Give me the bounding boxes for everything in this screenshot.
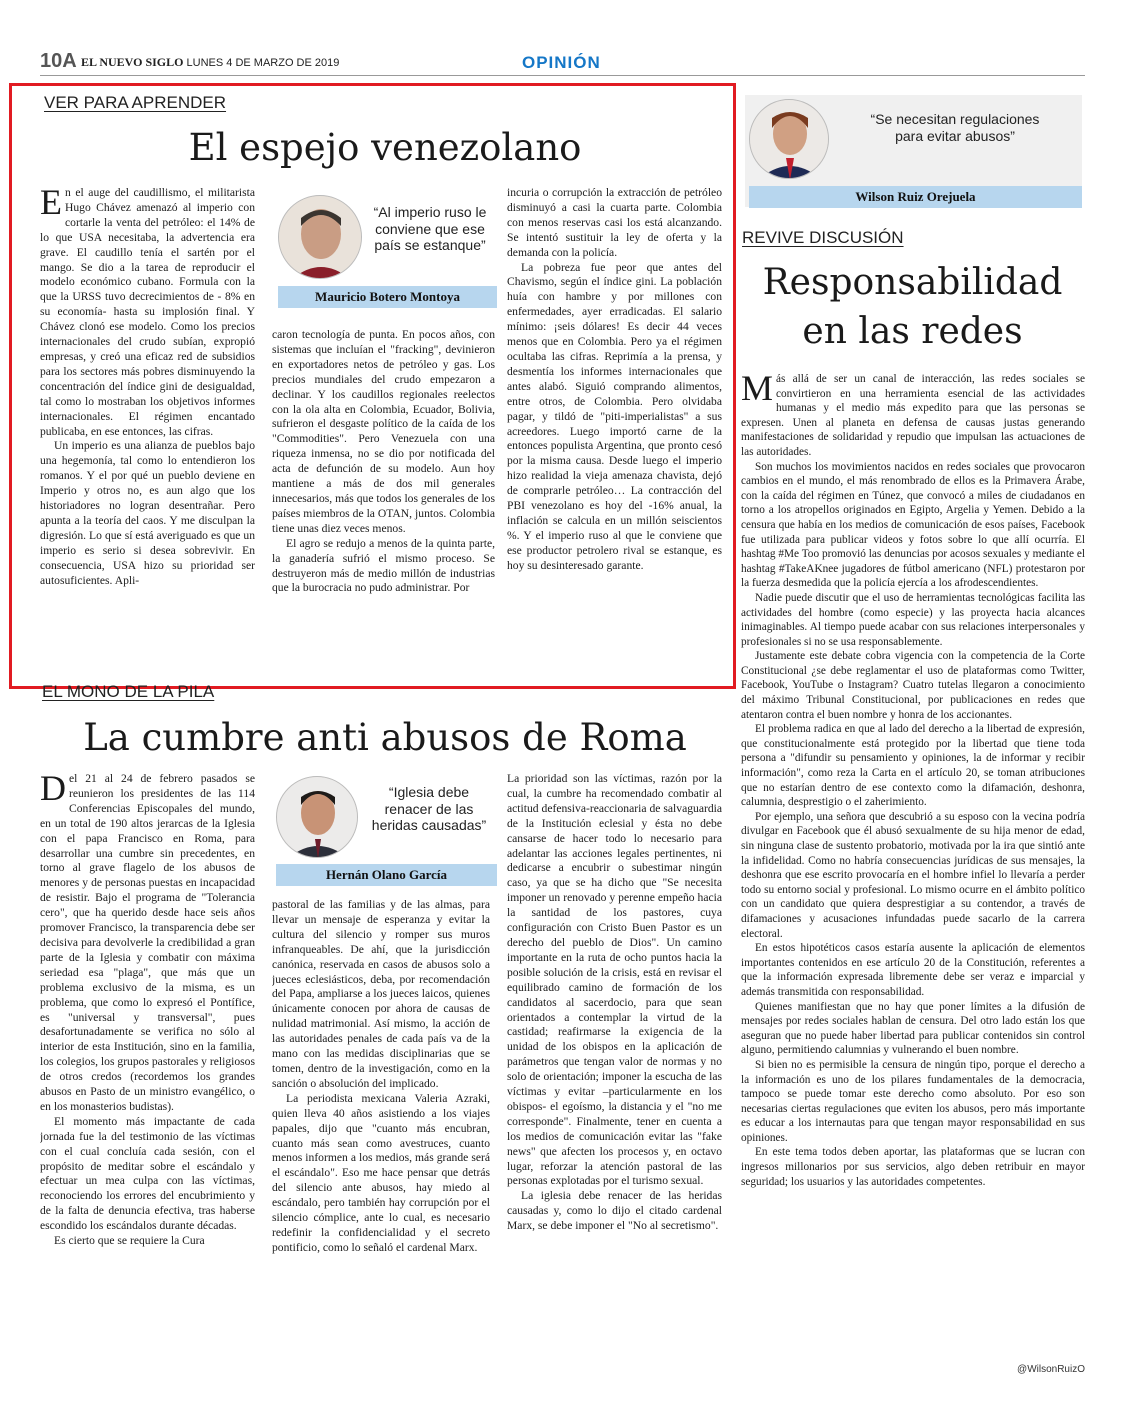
paragraph: Un imperio es una alianza de pueblos bajo una hegemonía, tal como lo entendieron los romanos. Y el por qué un pueblo deviene en Imperio y otros no, es aun algo que los historiadores no logran desentrañar. Pero apunta a la teoría del caos. Y me disculpan la digresión. Lo que sí está averiguado es que un imperio es serio si desea sobrevivir. En consecuencia, USA hizo su prioridad ser autosuficientes. Apli- [40,439,255,587]
article2-title: La cumbre anti abusos de Roma [83,716,687,759]
paragraph: La pobreza fue peor que antes del Chavismo, según el índice gini. La población huía con hambre y por millones con enfermedades, ayer erradicadas. El salario mínimo: ¡seis dólares! Es decir 44 veces menos que en Colombia. Pero ya el régimen ocultaba las cifras. Reprimía a la prensa, y desmentía los informes internacionales que antes alabó. Siguió comprando alimentos, entre otros, de Colombia. Pero olvidaba pagar, y tildó de "piti-imperialistas" a sus acreedores. Luego importó carne de la entonces populista Argentina, que pronto cesó por la misma causa. Desde luego el imperio hizo realidad la vieja amenaza chavista, dejó de comprarle petróleo… La contracción del PBI venezolano es hoy del -16% anual, la inflación se calcula en un millón seiscientos %. Y el imperio ruso al que le conviene que ese productor petrolero rival se estanque, es hoy su desinteresado garante. [507,260,722,572]
portrait-icon [750,100,829,179]
author-name: Hernán Olano García [276,864,497,886]
article3-title [740,258,1085,356]
title-line: Responsabilidad [762,262,1063,303]
paragraph: En estos hipotéticos casos estaría ausente la aplicación de elementos importantes contenidos en ese artículo 20 de la Constitución, referentes a que la información expresada libremente debe ser veraz e imparcial y además transmitida con responsabilidad. [741,942,1085,998]
article2-kicker: EL MONO DE LA PILA [42,682,215,701]
paragraph: incuria o corrupción la extracción de petróleo disminuyó a casi la cuarta parte. Colombia con menos reservas casi los está alcanzando. Se intentó sustituir la ley de oferta y la demanda con la policía. [507,186,722,259]
paragraph: El problema radica en que al lado del derecho a la libertad de expresión, que constitucionalmente está protegido por la libertad que tiene toda persona a "difundir su pensamiento y opiniones, la de informar y recibir información", como reza la Carta en el artículo 20, se toman atribuciones que no estarían dentro de ese contexto como la difamación, deshonra, calumnia, desprestigio o el zaherimiento. [741,723,1085,809]
pull-quote: “Se necesitan regulaciones para evitar abusos” [870,111,1040,144]
paragraph: ás allá de ser un canal de interacción, las redes sociales se convirtieron en una herramienta esencial de las actividades humanas y el medio más expedito para que las personas se expresen. Unen al planeta en defensa de causas justas generando manifestaciones de solidaridad y repudio que impulsan las actuaciones de las autoridades. [741,373,1085,458]
highlight-frame [9,83,736,689]
article3-byline [745,95,1082,210]
article2-column-3 [507,772,722,1352]
paragraph: Por ejemplo, una señora que descubrió a su esposo con la vecina podría divulgar en Facebook que él abusó sexualmente de su hija menor de edad, sin ninguna clase de sustento probatorio, motivada por la ira que sintió ante la infidelidad. Como no habría consecuencias jurídicas de sus mensajes, la deshonra que ese escrito provocaría en el hombre infiel lo llevaría a perder todo su entorno social y profesional. Lo mismo ocurre en el ámbito político con un candidato que quiera desprestigiar a su contendor, a través de difamaciones y acusaciones infundadas puede sacarlo de la carrera electoral. [741,810,1085,940]
paragraph: En este tema todos deben aportar, las plataformas que se lucran con ingresos millonarios por sus servicios, algo deben retribuir en mayor seguridad; los usuarios y las autoridades competentes. [741,1146,1085,1188]
author-name: Wilson Ruiz Orejuela [749,186,1082,208]
author-handle: @WilsonRuizO [1017,1364,1085,1375]
article3-column [741,372,1085,1360]
author-name: Mauricio Botero Montoya [278,286,497,308]
author-photo [749,99,829,179]
article2-column-1 [40,772,255,1352]
dropcap: D [40,772,66,808]
article1-kicker: VER PARA APRENDER [44,93,227,112]
paragraph: Si bien no es permisible la censura de ningún tipo, porque el derecho a la información es uno de los pilares fundamentales de la democracia, tampoco se puede tomar este derecho como absoluto. Por eso son necesarias ciertas regulaciones que eviten los abusos, pero más importante es educar a los internautas para que tengan mayor responsabilidad en sus opiniones. [741,1058,1085,1144]
paragraph: Quienes manifiestan que no hay que poner límites a la difusión de mensajes por redes sociales hablan de censura. Del otro lado están los que aseguran que no puede haber libertad para publicar contenidos sin control alguno, permitiendo calumnias y vulnerando el buen nombre. [741,1000,1085,1057]
page-header [40,50,1085,76]
author-photo [276,776,358,858]
dropcap: M [741,372,774,408]
paragraph: pastoral de las familias y de las almas, para llevar un mensaje de esperanza y evitar la cultura del silencio y romper sus muros infranqueables. De ahí, que la jurisdicción canónica, reservada en casos de abusos solo a jueces eclesiásticos, deba, por recomendación del Papa, ampliarse a los jueces laicos, quienes únicamente conocen por ahora de causas de nulidad matrimonial. Así mismo, la acción de las autoridades penales de cada país va de la mano con las medidas disciplinarias que se tomen, dentro de la investigación, como en la sanción o absolución del implicado. [272,898,490,1090]
paragraph: Nadie puede discutir que el uso de herramientas tecnológicas facilita las actividades del hombre (como especie) y las proyecta hacia alcances inimaginables. Al tiempo puede acabar con sus relaciones interpersonales y profesionales si no se usa responsablemente. [741,591,1085,648]
article2-column-2 [272,898,490,1352]
paragraph: caron tecnología de punta. En pocos años, con sistemas que incluían el "fracking", devinieron en exportadores netos de petróleo y gas. Los precios mundiales del crudo empezaron a declinar. Y los caudillos regionales reelectos con la ola alta en Colombia, Ecuador, Bolivia, sufrieron el desgaste político de la caída de los "Commodities". Pero Venezuela con una riqueza inmensa, no se dio por notificada del acta de defunción de su modelo. Aun hoy mantiene a más de dos mil generales innecesarios, más que todos los generales de los países miembros de la OTAN, juntos. Colombia tiene unas diez veces menos. [272,328,495,535]
paragraph: el 21 al 24 de febrero pasados se reunieron los presidentes de las 114 Conferencias Episcopales del mundo, en un total de 190 altos jerarcas de la Iglesia con el papa Francisco en Roma, para desarrollar una cumbre sin precedentes, en torno al grave flagelo de los abusos de menores y de personas puestas en incapacidad de resistir. Bajo el programa de "Tolerancia cero", que ha querido desde hace seis años promover Francisco, la transparencia debe ser decisiva para devolverle la credibilidad a gran parte de la Iglesia y combatir con máxima seriedad esa "plaga", que más que un problema exclusivo de la misma, es un problema, que como lo expresó el Pontífice, es "universal y transversal", pues desafortunadamente se verifica no sólo al interior de esta Institución, sino en la familia, los colegios, los grupos pastorales y religiosos de otros credos (recordemos los grandes abusos en Pasto de un ministro evangélico, o en los monasterios budistas). [40,772,255,1113]
paragraph: Son muchos los movimientos nacidos en redes sociales que provocaron cambios en el mundo, el más renombrado de ellos es la Primavera Árabe, con la caída del régimen en Túnez, que convocó a miles de ciudadanos en torno a los atropellos originados en Egipto, Argelia y Yemen. Debido a la censura que había en los medios de comunicación de esos países, Facebook fue utilizada para publicar videos y fotos sobre lo que allí ocurría. El hashtag #Me Too promovió las denuncias por acosos sexuales y mediante el hashtag #TakeAKnee jugadores de fútbol americano (NFL) protestaron por la fuerza desmedida que la policía ejercía a los afrodescendientes. [741,460,1085,590]
section-title: OPINIÓN [522,53,601,72]
title-line: en las redes [802,311,1023,352]
issue-date: LUNES 4 DE MARZO DE 2019 [186,57,340,69]
newspaper-name: EL NUEVO SIGLO [81,55,184,69]
portrait-icon [277,777,358,858]
paragraph: n el auge del caudillismo, el militarista Hugo Chávez amenazó al imperio con cortarle la venta del petróleo: el 14% de lo que USA necesitaba, la advertencia era grave. El caudillo tenía el sartén por el mango. Se dio a la tarea de reproducir el modelo económico cubano. Formula con la que la URSS tuvo decrecimientos de - 8% en su economía- hasta su implosión final. Y Chávez clonó ese modelo. Como los precios internacionales del crudo subían, expropió empresas, y creó una eficaz red de subsidios para los sectores más pobres disminuyendo la concentración del índice gini de desigualdad, tal como lo mostraban los objetivos informes internacionales. El régimen encantado publicaba, en ese entonces, las cifras. [40,186,255,438]
paragraph: La iglesia debe renacer de las heridas causadas y, como lo dijo el citado cardenal Marx, se debe imponer el "No al secretismo". [507,1189,722,1233]
paragraph: Es cierto que se requiere la Cura [54,1234,205,1248]
article1-title: El espejo venezolano [188,126,582,169]
paragraph: La prioridad son las víctimas, razón por la cual, la cumbre ha recomendado combatir al actitud defensiva-reaccionaria de salvaguardia de la Institución eclesial y ésta no debe cansarse de hacer todo lo necesario para adelantar las acciones legales pertinentes, ni dedicarse a encubrir o subestimar ningún caso, ya que se ha dicho que "Se necesita imponer un renovado y perenne empeño hacia la santidad de los pastores, cuya configuración con Cristo Buen Pastor es un derecho del pueblo de Dios". Un camino importante en la ruta de ocho puntos hacia la posible solución de la crisis, está en revisar el equilibrado camino de formación de los candidatos al sacerdocio, para que sean orientados a contemplar la virtud de la castidad; reafirmarse la exigencia de la unidad de los obispos en la aplicación de parámetros que tengan valor de normas y no solo de orientación; imponer la escucha de las víctimas y evitar –particularmente en los obispos- el egoísmo, la distancia y el "no me corresponde". Finalmente, tener en cuenta a los medios de comunicación evitar las "fake news" que afecten los procesos y, en octavo lugar, reforzar la atención pastoral de las personas explotadas por el turismo sexual. [507,772,722,1188]
paragraph: Justamente este debate cobra vigencia con la competencia de la Corte Constitucional ¿se debe reglamentar el uso de plataformas como Twitter, Facebook, YouTube o Instagram? Cuatro tutelas llegaron a conocimiento del máximo Tribunal Constitucional, por publicaciones en redes que atentaron contra el buen nombre y honra de los accionantes. [741,650,1085,721]
dropcap: E [40,186,62,222]
paragraph: La periodista mexicana Valeria Azraki, quien lleva 40 años asistiendo a los viajes papales, dijo que "cuanto más encubran, cuanto más sean como avestruces, cuanto menos informen a los medios, más grande será el escándalo". Eso me hace pensar que detrás del silencio ante abusos, hay miedo al escándalo, pero también hay corrupción por el silencio cómplice, ante lo cual, es necesario redefinir la confidencialidad y el secreto pontificio, como lo señaló el cardenal Marx. [272,1091,490,1254]
pull-quote: “Al imperio ruso le conviene que ese país se estanque” [373,204,487,253]
paragraph: El agro se redujo a menos de la quinta parte, la ganadería sufrió el mismo proceso. Se destruyeron más de medio millón de industrias que la burocracia no pudo administrar. Por [272,536,495,595]
masthead [81,55,339,70]
page-number: 10A [40,50,77,72]
paragraph: El momento más impactante de cada jornada fue la del testimonio de las víctimas con el cual concluía cada sesión, con el propósito de meditar sobre el escándalo y efectuar un mea culpa con las víctimas, reconociendo los errores del encubrimiento y de la falta de denuncia efectiva, tras haberse escondido los escándalos durante décadas. [40,1114,255,1233]
article3-kicker: REVIVE DISCUSIÓN [742,228,904,247]
article2-byline [272,772,497,887]
pull-quote: “Iglesia debe renacer de las heridas causadas” [371,784,487,833]
